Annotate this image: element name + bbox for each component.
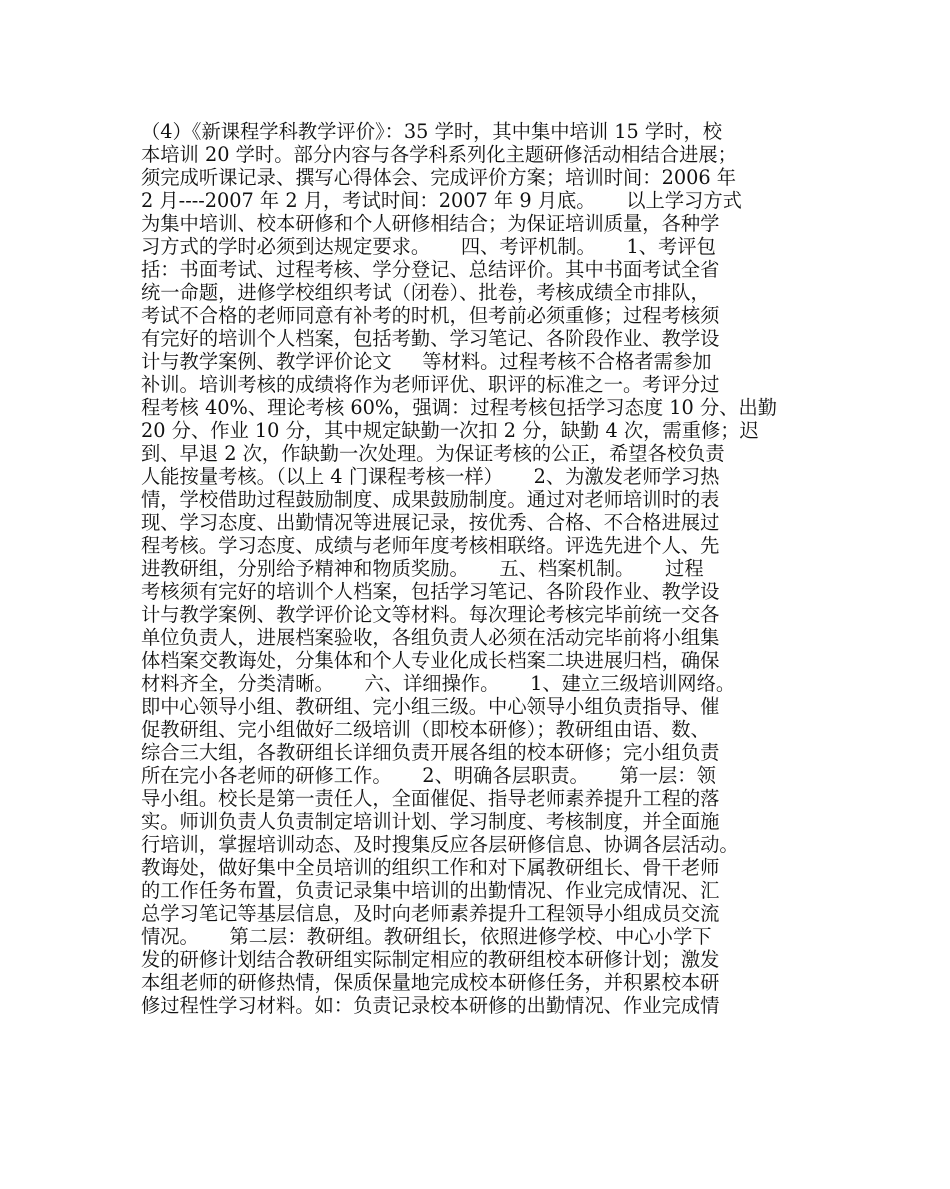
text-line: 总学习笔记等基层信息，及时向老师素养提升工程领导小组成员交流 — [141, 902, 720, 925]
body-text — [141, 120, 821, 1017]
text-line: 统一命题，进修学校组织考试（闭卷）、批卷，考核成绩全市排队， — [141, 281, 710, 304]
text-line: 所在完小各老师的研修工作。 2、明确各层职责。 第一层：领 — [141, 764, 716, 787]
text-line: 教诲处，做好集中全员培训的组织工作和对下属教研组长、骨干老师 — [141, 856, 720, 879]
text-line: 综合三大组，各教研组长详细负责开展各组的校本研修；完小组负责 — [141, 741, 720, 764]
text-line: （4）《新课程学科教学评价》：35 学时，其中集中培训 15 学时，校 — [141, 120, 723, 143]
text-line: 须完成听课记录、撰写心得体会、完成评价方案；培训时间：2006 年 — [141, 166, 737, 189]
text-line: 为集中培训、校本研修和个人研修相结合；为保证培训质量，各种学 — [141, 212, 720, 235]
text-line: 材料齐全，分类清晰。 六、详细操作。 1、建立三级培训网络。 — [141, 672, 736, 695]
text-line: 促教研组、完小组做好二级培训（即校本研修）；教研组由语、数、 — [141, 718, 710, 741]
text-line: 现、学习态度、出勤情况等进展记录，按优秀、合格、不合格进展过 — [141, 511, 720, 534]
text-line: 程考核 40%、理论考核 60%，强调：过程考核包括学习态度 10 分、出勤 — [141, 396, 778, 419]
text-line: 单位负责人，进展档案验收，各组负责人必须在活动完毕前将小组集 — [141, 626, 720, 649]
text-line: 到、早退 2 次，作缺勤一次处理。为保证考核的公正，希望各校负责 — [141, 442, 725, 465]
text-line: 计与教学案例、教学评价论文 等材料。过程考核不合格者需参加 — [141, 350, 712, 373]
text-line: 情，学校借助过程鼓励制度、成果鼓励制度。通过对老师培训时的表 — [141, 488, 720, 511]
text-line: 进教研组，分别给予精神和物质奖励。 五、档案机制。 过程 — [141, 557, 704, 580]
text-line: 补训。培训考核的成绩将作为老师评优、职评的标准之一。考评分过 — [141, 373, 720, 396]
text-line: 行培训，掌握培训动态、及时搜集反应各层研修信息、协调各层活动。 — [141, 833, 739, 856]
text-line: 本培训 20 学时。部分内容与各学科系列化主题研修活动相结合进展； — [141, 143, 737, 166]
text-line: 人能按量考核。（以上 4 门课程考核一样） 2、为激发老师学习热 — [141, 465, 720, 488]
text-line: 实。师训负责人负责制定培训计划、学习制度、考核制度，并全面施 — [141, 810, 720, 833]
text-line: 情况。 第二层：教研组。教研组长，依照进修学校、中心小学下 — [141, 925, 712, 948]
text-line: 程考核。学习态度、成绩与老师年度考核相联络。评选先进个人、先 — [141, 534, 720, 557]
text-line: 有完好的培训个人档案，包括考勤、学习笔记、各阶段作业、教学设 — [141, 327, 720, 350]
text-line: 20 分、作业 10 分，其中规定缺勤一次扣 2 分，缺勤 4 次，需重修；迟 — [141, 419, 759, 442]
text-line: 发的研修计划结合教研组实际制定相应的教研组校本研修计划；激发 — [141, 948, 720, 971]
text-line: 计与教学案例、教学评价论文等材料。每次理论考核完毕前统一交各 — [141, 603, 720, 626]
text-line: 即中心领导小组、教研组、完小组三级。中心领导小组负责指导、催 — [141, 695, 720, 718]
text-line: 习方式的学时必须到达规定要求。 四、考评机制。 1、考评包 — [141, 235, 716, 258]
text-line: 本组老师的研修热情，保质保量地完成校本研修任务，并积累校本研 — [141, 971, 720, 994]
text-line: 导小组。校长是第一责任人，全面催促、指导老师素养提升工程的落 — [141, 787, 720, 810]
text-line: 的工作任务布置，负责记录集中培训的出勤情况、作业完成情况、汇 — [141, 879, 720, 902]
text-line: 考核须有完好的培训个人档案，包括学习笔记、各阶段作业、教学设 — [141, 580, 720, 603]
text-line: 修过程性学习材料。如：负责记录校本研修的出勤情况、作业完成情 — [141, 994, 720, 1017]
text-line: 考试不合格的老师同意有补考的时机，但考前必须重修；过程考核须 — [141, 304, 720, 327]
text-line: 体档案交教诲处，分集体和个人专业化成长档案二块进展归档，确保 — [141, 649, 720, 672]
text-line: 2 月----2007 年 2 月，考试时间：2007 年 9 月底。 以上学习方式 — [141, 189, 742, 212]
text-line: 括：书面考试、过程考核、学分登记、总结评价。其中书面考试全省 — [141, 258, 720, 281]
